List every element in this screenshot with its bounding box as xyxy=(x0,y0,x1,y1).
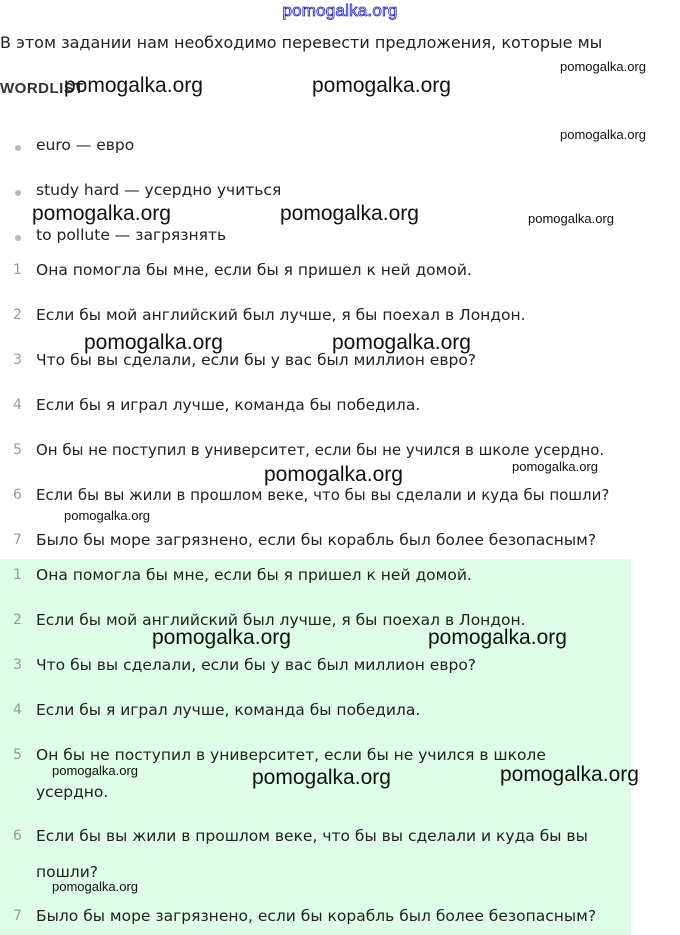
top-watermark: pomogalka.org xyxy=(282,1,398,20)
answer-number: 1 xyxy=(13,567,22,583)
answer-text: Если бы вы жили в прошлом веке, что бы вы сделали и куда бы вы xyxy=(36,827,588,845)
watermark: pomogalka.org xyxy=(280,202,419,225)
watermark: pomogalka.org xyxy=(84,331,223,354)
watermark: pomogalka.org xyxy=(52,879,138,894)
question-text: Если бы я играл лучше, команда бы победила. xyxy=(36,396,421,414)
answer-number: 6 xyxy=(13,828,22,844)
watermark: pomogalka.org xyxy=(32,202,171,225)
answer-text: Если бы я играл лучше, команда бы победила. xyxy=(36,701,421,719)
question-number: 6 xyxy=(13,487,22,503)
question-number: 7 xyxy=(13,532,22,548)
bullet-icon xyxy=(15,235,21,241)
watermark: pomogalka.org xyxy=(152,626,291,649)
bullet-icon xyxy=(15,190,21,196)
wordlist-item: study hard — усердно учиться xyxy=(36,181,282,199)
watermark: pomogalka.org xyxy=(312,74,451,97)
answer-number: 2 xyxy=(13,612,22,628)
answer-text: Она помогла бы мне, если бы я пришел к ней домой. xyxy=(36,566,472,584)
question-number: 2 xyxy=(13,307,22,323)
answer-text: Если бы мой английский был лучше, я бы поехал в Лондон. xyxy=(36,611,526,629)
watermark: pomogalka.org xyxy=(528,211,614,226)
watermark: pomogalka.org xyxy=(64,74,203,97)
answer-number: 4 xyxy=(13,702,22,718)
watermark: pomogalka.org xyxy=(560,127,646,142)
watermark: pomogalka.org xyxy=(560,59,646,74)
answer-number: 5 xyxy=(13,747,22,763)
question-number: 4 xyxy=(13,397,22,413)
bullet-icon xyxy=(15,145,21,151)
question-text: Что бы вы сделали, если бы у вас был миллион евро? xyxy=(36,351,477,369)
answer-text-continued: усердно. xyxy=(36,783,109,801)
watermark: pomogalka.org xyxy=(512,459,598,474)
answer-text: Было бы море загрязнено, если бы корабль был более безопасным? xyxy=(36,907,597,925)
answer-number: 3 xyxy=(13,657,22,673)
answer-text: Что бы вы сделали, если бы у вас был миллион евро? xyxy=(36,656,477,674)
question-number: 5 xyxy=(13,442,22,458)
question-number: 3 xyxy=(13,352,22,368)
question-text: Если бы мой английский был лучше, я бы поехал в Лондон. xyxy=(36,306,526,324)
question-text: Он бы не поступил в университет, если бы не учился в школе усердно. xyxy=(36,441,605,459)
wordlist-title: WORDLIST xyxy=(0,80,84,97)
question-text: Если бы вы жили в прошлом веке, что бы вы сделали и куда бы пошли? xyxy=(36,486,610,504)
intro-text: В этом задании нам необходимо перевести предложения, которые мы xyxy=(0,33,603,52)
watermark: pomogalka.org xyxy=(500,763,639,786)
watermark: pomogalka.org xyxy=(428,626,567,649)
question-text: Было бы море загрязнено, если бы корабль был более безопасным? xyxy=(36,531,597,549)
watermark: pomogalka.org xyxy=(52,763,138,778)
watermark: pomogalka.org xyxy=(264,463,403,486)
answer-number: 7 xyxy=(13,908,22,924)
watermark: pomogalka.org xyxy=(332,331,471,354)
question-number: 1 xyxy=(13,262,22,278)
wordlist-item: to pollute — загрязнять xyxy=(36,226,227,244)
question-text: Она помогла бы мне, если бы я пришел к ней домой. xyxy=(36,261,472,279)
wordlist-item: euro — евро xyxy=(36,136,135,154)
watermark: pomogalka.org xyxy=(64,508,150,523)
watermark: pomogalka.org xyxy=(252,766,391,789)
answer-text: Он бы не поступил в университет, если бы не учился в школе xyxy=(36,746,546,764)
answer-text-continued: пошли? xyxy=(36,863,99,881)
